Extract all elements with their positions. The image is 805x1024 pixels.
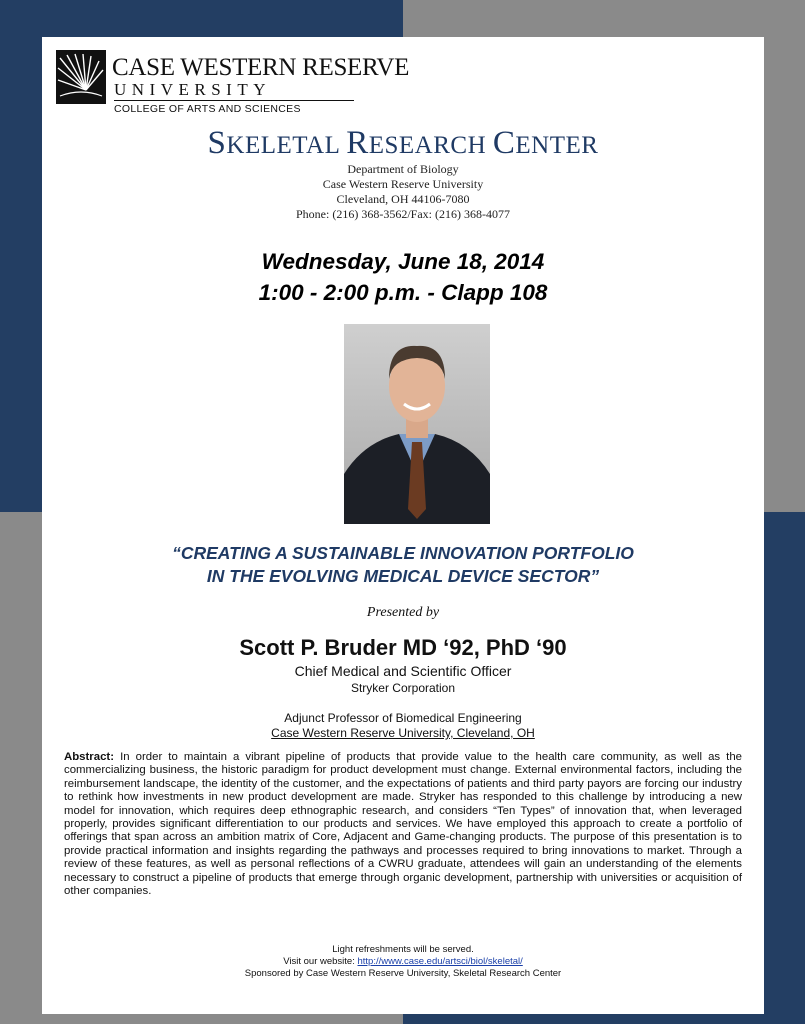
speaker-photo (344, 324, 490, 524)
abstract-label: Abstract: (64, 751, 115, 763)
event-date: Wednesday, June 18, 2014 (261, 249, 545, 274)
website-line (42, 956, 764, 968)
event-time-location: 1:00 - 2:00 p.m. - Clapp 108 (258, 280, 548, 305)
address-city: Cleveland, OH 44106-7080 (336, 192, 470, 206)
flyer-page (42, 37, 764, 1014)
talk-title-line1: “CREATING A SUSTAINABLE INNOVATION PORTFOLIO (172, 543, 634, 563)
abstract-text: In order to maintain a vibrant pipeline of products that provide value to the health care community, as well as the commercializing business, the historic paradigm for product development must change. External environmental factors, including the reimbursement landscape, the identity of the customer, and the expectations of patients and third party payors are forcing our industry to rethink how investments in new product development are made. Stryker has responded to this challenge by introducing a new model for innovation, which requires deep ethnographic research, and considers “Ten Types” of innovation that, when leveraged properly, provides significant differentiation to our products and services. We have employed this approach to create a portfolio of offerings that span across an ambition matrix of Core, Adjacent and Game-changing products. The purpose of this presentation is to provide practical information and insights regarding the pathways and processes required to bring innovations to market. Through a review of these features, as well as personal reflections of a CWRU graduate, attendees will gain an understanding of the elements necessary to construct a pipeline of products that emerge through organic development, partnership with universities or acquisition of other companies. (64, 751, 743, 898)
sponsor-line: Sponsored by Case Western Reserve University, Skeletal Research Center (244, 968, 562, 979)
presented-by: Presented by (366, 605, 440, 620)
center-title (42, 125, 764, 162)
logo-university-name: CASE WESTERN RESERVE (112, 54, 410, 81)
phone-fax: Phone: (216) 368-3562/Fax: (216) 368-4077 (296, 207, 510, 221)
speaker-title: Chief Medical and Scientific Officer (294, 663, 512, 679)
title-initial-s: S (207, 125, 227, 161)
title-rest-research: ESEARCH (368, 132, 493, 159)
talk-title-line2: IN THE EVOLVING MEDICAL DEVICE SECTOR” (206, 566, 600, 586)
logo-college: COLLEGE OF ARTS AND SCIENCES (114, 103, 301, 115)
abstract (64, 751, 742, 898)
speaker-adjunct: Adjunct Professor of Biomedical Engineering (284, 711, 522, 725)
address-university: Case Western Reserve University (322, 177, 484, 191)
title-initial-r: R (346, 125, 369, 161)
title-rest-center: ENTER (515, 132, 599, 159)
website-link[interactable]: http://www.case.edu/artsci/biol/skeletal/ (357, 956, 523, 967)
title-initial-c: C (492, 125, 516, 161)
speaker-company: Stryker Corporation (350, 681, 456, 695)
refreshments-note: Light refreshments will be served. (332, 944, 474, 955)
department: Department of Biology (347, 162, 459, 176)
website-prefix: Visit our website: (283, 956, 358, 967)
starburst-icon (56, 50, 106, 104)
logo-university-word: UNIVERSITY (114, 80, 271, 99)
adjunct-institution-row (42, 726, 764, 741)
logo-divider (114, 100, 354, 101)
title-rest-skeletal: KELETAL (226, 132, 347, 159)
university-logo (56, 50, 410, 115)
speaker-name: Scott P. Bruder MD ‘92, PhD ‘90 (239, 635, 567, 660)
adjunct-institution: Case Western Reserve University, Cleveland, OH (271, 726, 535, 740)
